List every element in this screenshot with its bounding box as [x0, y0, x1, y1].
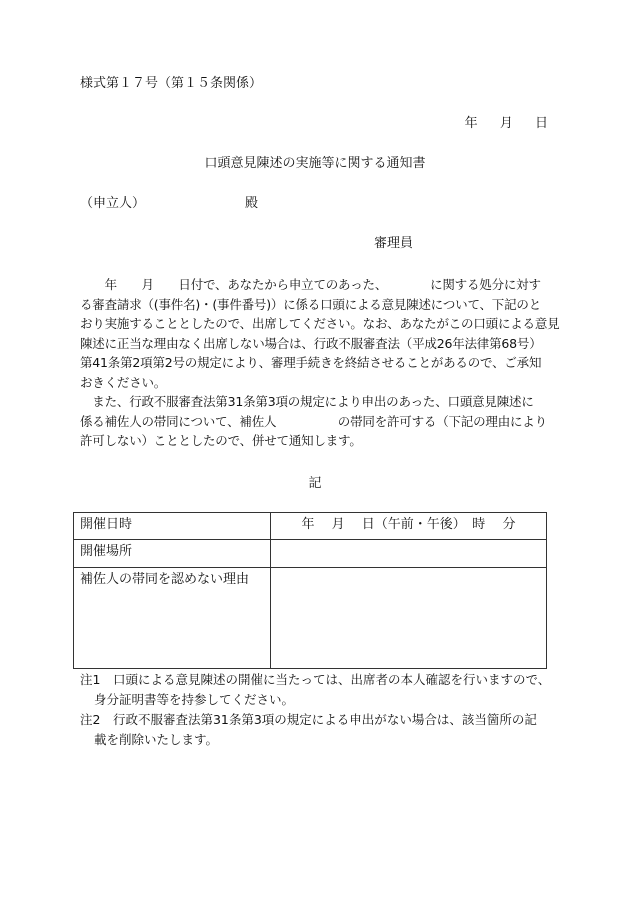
table-row	[74, 568, 547, 669]
note-1: 注1 口頭による意見陳述の開催に当たっては、出席者の本人確認を行いますので、	[80, 672, 551, 687]
body-line: おり実施することとしたので、出席してください。なお、あなたがこの口頭による意見	[80, 316, 560, 331]
applicant-label: （申立人）	[80, 196, 146, 211]
table-row	[74, 513, 547, 540]
sender-title: 審理員	[374, 236, 414, 251]
table-row	[74, 540, 547, 568]
table-label-reason: 補佐人の帯同を認めない理由	[74, 568, 271, 669]
body-line: 年 月 日付で、あなたから申立てのあった、 に関する処分に対す	[80, 277, 541, 292]
applicant-honorific: 殿	[245, 196, 259, 211]
table-value-place	[271, 540, 547, 568]
ki-heading: 記	[308, 476, 322, 491]
body-paragraph	[80, 275, 560, 451]
document-title: 口頭意見陳述の実施等に関する通知書	[204, 156, 426, 171]
note-2: 注2 行政不服審査法第31条第3項の規定による申出がない場合は、該当箇所の記	[80, 712, 537, 727]
body-line: また、行政不服審査法第31条第3項の規定により申出のあった、口頭意見陳述に	[80, 394, 534, 409]
body-line: 第41条第2項第2号の規定により、審理手続きを終結させることがあるので、ご承知	[80, 355, 542, 370]
body-line: おきください。	[80, 374, 167, 390]
table-value-reason	[271, 568, 547, 669]
body-line: 係る補佐人の帯同について、補佐人 の帯同を許可する（下記の理由により	[80, 413, 547, 429]
date-year: 年	[464, 116, 478, 131]
date-line	[447, 115, 548, 133]
date-day: 日	[534, 116, 548, 131]
note-1-cont: 身分証明書等を持参してください。	[94, 692, 295, 707]
note-2-cont: 載を削除いたします。	[94, 732, 219, 747]
body-line: る審査請求（(事件名)・(事件番号)）に係る口頭による意見陳述について、下記のと	[80, 296, 542, 312]
table-label-place: 開催場所	[74, 540, 271, 568]
form-number: 様式第１７号（第１５条関係）	[80, 76, 263, 91]
notes	[80, 670, 560, 750]
details-table	[73, 512, 547, 669]
table-value-date: 年 月 日（午前・午後） 時 分	[271, 513, 547, 540]
body-line: 陳述に正当な理由なく出席しない場合は、行政不服審査法（平成26年法律第68号）	[80, 335, 542, 351]
date-month: 月	[499, 116, 513, 131]
body-line: 許可しない）こととしたので、併せて通知します。	[80, 433, 362, 448]
table-label-date: 開催日時	[74, 513, 271, 540]
